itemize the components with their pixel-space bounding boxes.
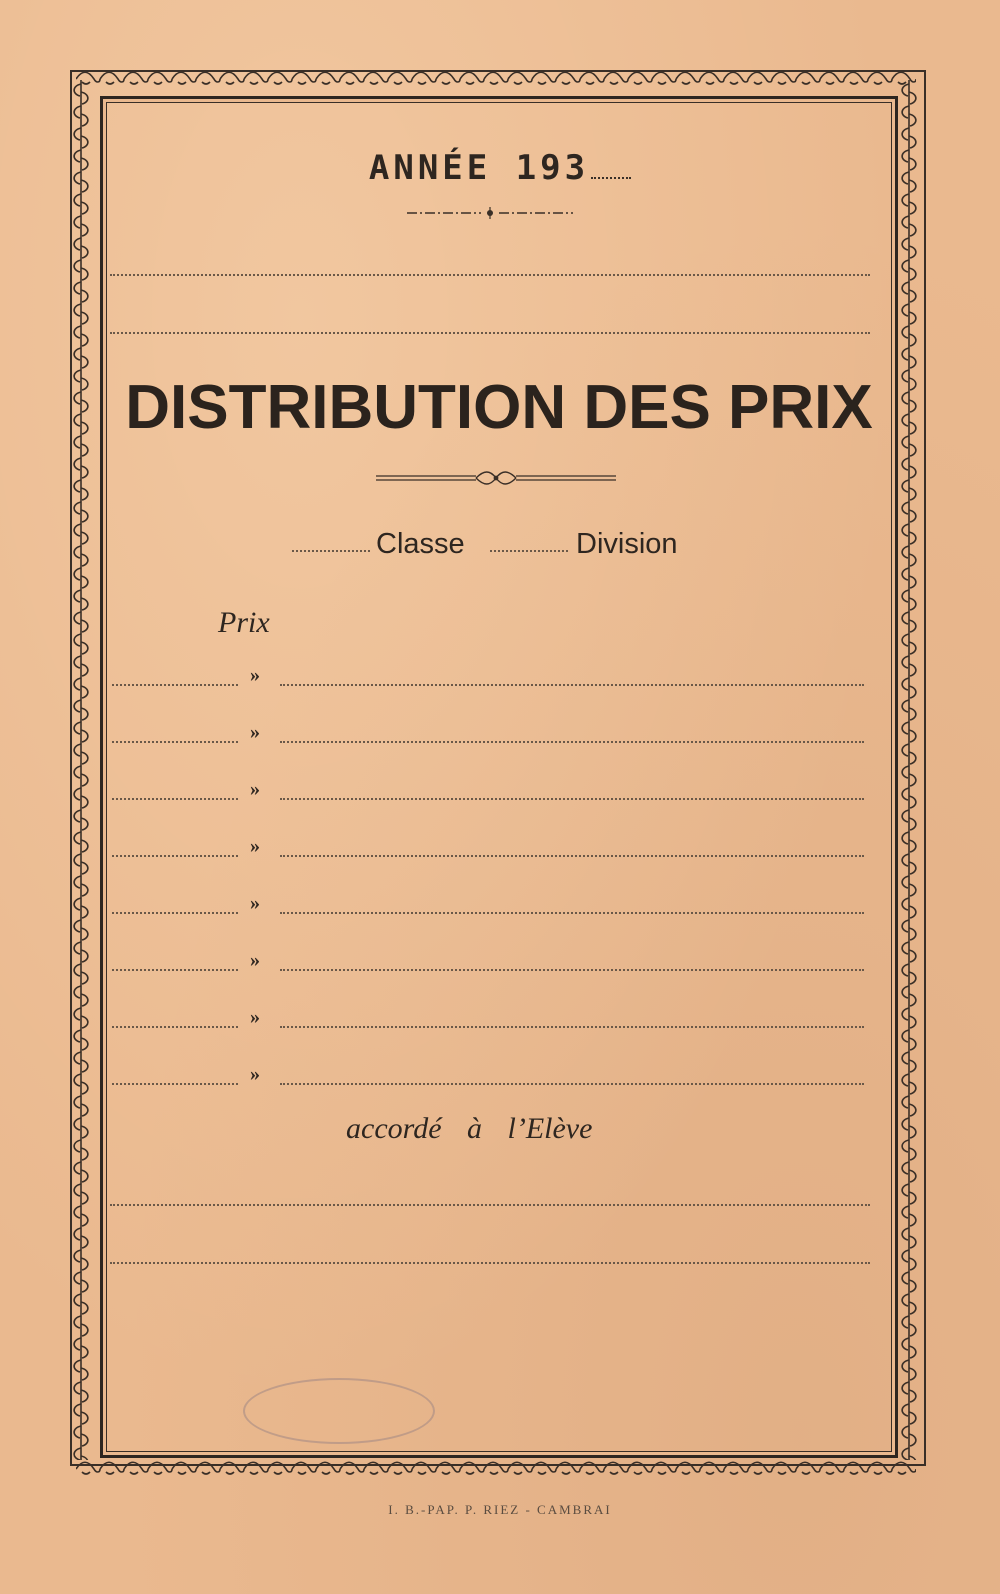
prize-blank-left	[112, 684, 238, 686]
prize-marker: »	[250, 892, 260, 914]
awarded-label: accordé à l’Elève	[346, 1112, 593, 1145]
prize-blank-right	[280, 1083, 864, 1085]
printer-footer: I. B.-PAP. P. RIEZ - CAMBRAI	[388, 1502, 612, 1517]
prize-blank-right	[280, 969, 864, 971]
blank-line-2	[110, 332, 870, 334]
inner-frame	[100, 96, 898, 1458]
page-title: DISTRIBUTION DES PRIX	[125, 373, 873, 442]
prize-blank-right	[280, 1026, 864, 1028]
year-heading	[0, 148, 1000, 188]
prize-blank-left	[112, 855, 238, 857]
prize-marker: »	[250, 835, 260, 857]
ornament-divider-top	[405, 206, 575, 220]
prize-marker: »	[250, 1006, 260, 1028]
prize-blank-left	[112, 1083, 238, 1085]
division-label: Division	[576, 528, 678, 560]
division-blank	[490, 550, 568, 552]
prize-marker: »	[250, 721, 260, 743]
blank-line-1	[110, 274, 870, 276]
year-fill-dots	[591, 177, 631, 179]
classe-label: Classe	[376, 528, 465, 560]
prize-blank-right	[280, 798, 864, 800]
classe-blank	[292, 550, 370, 552]
prize-blank-left	[112, 798, 238, 800]
prize-marker: »	[250, 1063, 260, 1085]
prize-blank-left	[112, 912, 238, 914]
student-line-2	[110, 1262, 870, 1264]
student-line-1	[110, 1204, 870, 1206]
prize-blank-right	[280, 855, 864, 857]
prize-blank-right	[280, 912, 864, 914]
ornament-divider-title	[372, 470, 620, 486]
prize-blank-right	[280, 684, 864, 686]
prix-label: Prix	[218, 606, 270, 639]
prize-blank-left	[112, 1026, 238, 1028]
prize-blank-left	[112, 969, 238, 971]
prize-marker: »	[250, 778, 260, 800]
year-label: ANNÉE 193	[368, 148, 590, 188]
prize-marker: »	[250, 664, 260, 686]
prize-marker: »	[250, 949, 260, 971]
prize-blank-right	[280, 741, 864, 743]
faded-stamp	[243, 1378, 435, 1444]
prize-blank-left	[112, 741, 238, 743]
